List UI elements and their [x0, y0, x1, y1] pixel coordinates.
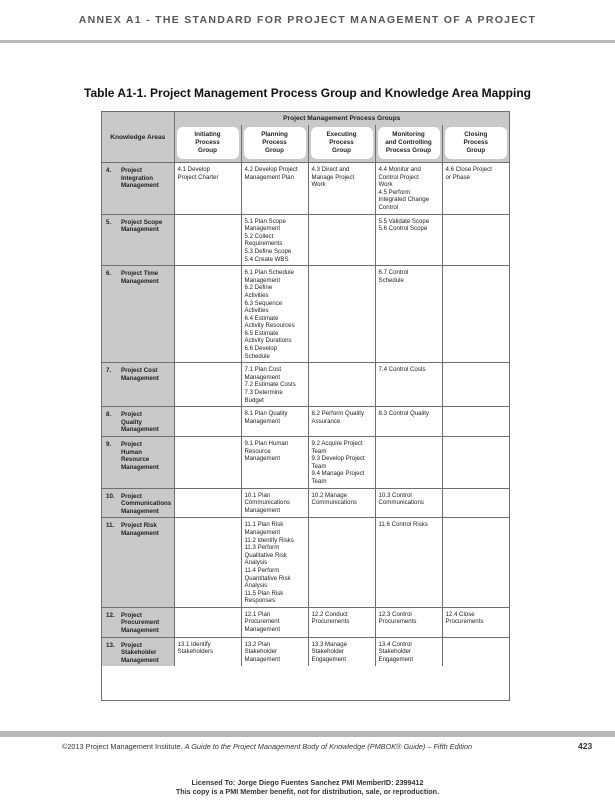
knowledge-area-name: Project Integration Management — [121, 167, 159, 190]
process-cell — [241, 266, 308, 363]
knowledge-area-name: Project Risk Management — [121, 522, 159, 537]
process-cell — [375, 607, 442, 637]
process-text: Communications — [244, 499, 290, 507]
process-text: Work — [378, 181, 393, 189]
process-text: Budget — [244, 396, 264, 404]
process-cell — [174, 488, 241, 518]
process-cell — [375, 437, 442, 489]
process-cell — [442, 488, 509, 518]
knowledge-area-cell — [102, 637, 174, 666]
process-text: Engagement — [378, 655, 414, 663]
process-text: Procurements — [311, 618, 350, 626]
process-cell — [442, 607, 509, 637]
process-text: 9.2 Acquire Project — [311, 440, 363, 447]
header-rule — [0, 40, 615, 43]
process-cell — [442, 163, 509, 215]
process-text: Management — [244, 655, 281, 663]
knowledge-area-cell — [102, 407, 174, 437]
process-text: 6.6 Develop — [244, 345, 278, 353]
knowledge-area-name: Project Stakeholder Management — [121, 641, 159, 664]
process-text: Activities — [244, 307, 269, 315]
process-text: Resource — [244, 447, 271, 455]
process-text: Project Charter — [177, 173, 219, 181]
mapping-table — [101, 111, 510, 701]
process-cell — [241, 437, 308, 489]
process-text: 13.3 Manage — [311, 640, 348, 648]
knowledge-areas-header: Knowledge Areas — [102, 112, 174, 163]
knowledge-area-number: 8. — [106, 411, 112, 419]
process-text: Quantitative Risk — [244, 574, 291, 582]
process-text: Activities — [244, 291, 269, 299]
process-cell — [241, 363, 308, 407]
process-text: Management — [244, 225, 281, 233]
process-text: 11.2 Identify Risks — [244, 536, 294, 544]
process-text: 7.2 Estimate Costs — [244, 381, 296, 389]
knowledge-area-number: 6. — [106, 270, 112, 278]
knowledge-area-number: 7. — [106, 367, 112, 375]
knowledge-area-number: 9. — [106, 441, 112, 448]
process-text: 8.1 Plan Quality — [244, 410, 288, 418]
process-text: Management — [244, 506, 281, 514]
process-cell — [442, 437, 509, 489]
process-text: 5.1 Plan Scope — [244, 217, 286, 225]
process-text: Control — [378, 203, 399, 211]
knowledge-area-name: Project Communications Management — [121, 492, 172, 515]
process-text: Control Project — [378, 173, 419, 181]
process-text: 4.1 Develop — [177, 166, 211, 173]
process-cell — [308, 518, 375, 608]
process-text: Team — [311, 477, 327, 485]
process-text: Activity Durations — [244, 337, 292, 345]
process-cell — [375, 407, 442, 437]
process-text: 13.2 Plan — [244, 640, 271, 648]
process-text: Assurance — [311, 417, 341, 425]
process-text: 13.4 Control — [378, 640, 412, 648]
process-text: Management — [244, 455, 281, 463]
process-text: 11.6 Control Risks — [378, 521, 428, 529]
process-cell — [442, 214, 509, 266]
knowledge-area-cell — [102, 266, 174, 363]
process-cell — [308, 637, 375, 666]
process-text: Team — [311, 447, 327, 455]
process-text: 4.2 Develop Project — [244, 166, 298, 173]
process-cell — [241, 637, 308, 666]
process-text: 8.2 Perform Quality — [311, 410, 364, 418]
process-cell — [174, 214, 241, 266]
process-text: 6.4 Estimate — [244, 314, 279, 322]
process-cell — [375, 637, 442, 666]
process-text: 5.2 Collect — [244, 232, 274, 240]
process-text: 7.1 Plan Cost — [244, 366, 282, 374]
process-group-header-cell — [442, 125, 509, 163]
table-row — [102, 518, 509, 608]
process-text: 9.1 Plan Human — [244, 440, 289, 447]
process-text: Schedule — [378, 276, 404, 284]
process-text: 6.7 Control — [378, 269, 409, 277]
process-text: Procurements — [445, 618, 484, 626]
process-text: 6.1 Plan Schedule — [244, 269, 294, 277]
process-group-label: Monitoring and Controlling Process Group — [378, 127, 440, 159]
process-text: Management — [244, 276, 281, 284]
knowledge-area-number: 5. — [106, 218, 112, 226]
knowledge-area-number: 11. — [106, 522, 115, 530]
process-text: Analysis — [244, 559, 268, 567]
process-cell — [308, 163, 375, 215]
process-group-header-cell — [174, 125, 241, 163]
process-text: 9.3 Develop Project — [311, 455, 365, 463]
knowledge-area-cell — [102, 437, 174, 489]
knowledge-area-number: 10. — [106, 492, 115, 500]
process-text: 13.1 Identify — [177, 640, 211, 648]
process-text: Stakeholders — [177, 648, 214, 656]
process-text: 5.6 Control Scope — [378, 225, 428, 233]
process-text: Procurement — [244, 618, 280, 626]
process-cell — [375, 518, 442, 608]
page-number: 423 — [578, 741, 593, 751]
process-text: 7.4 Control Costs — [378, 366, 426, 374]
process-text: 5.5 Validate Scope — [378, 217, 430, 225]
table-row — [102, 488, 509, 518]
process-text: 12.1 Plan — [244, 610, 271, 618]
process-text: 4.6 Close Project — [445, 166, 492, 173]
process-group-label: Closing Process Group — [445, 127, 508, 159]
process-text: 4.4 Monitor and — [378, 166, 421, 173]
process-text: 11.1 Plan Risk — [244, 521, 284, 529]
process-text: Communications — [311, 499, 357, 507]
table-title: Table A1-1. Project Management Process Group and Knowledge Area Mapping — [84, 86, 531, 100]
footer-citation — [62, 742, 472, 751]
process-text: 12.2 Conduct — [311, 610, 348, 618]
process-cell — [375, 214, 442, 266]
process-text: Analysis — [244, 582, 268, 590]
process-cell — [241, 163, 308, 215]
process-text: Procurements — [378, 618, 417, 626]
process-cell — [442, 407, 509, 437]
process-text: 10.1 Plan — [244, 491, 271, 499]
process-text: Management — [244, 626, 281, 634]
process-cell — [308, 363, 375, 407]
process-text: Engagement — [311, 655, 347, 663]
knowledge-area-name: Project Cost Management — [121, 367, 159, 382]
license-line-1: Licensed To: Jorge Diego Fuentes Sanchez PMI MemberID: 2399412 — [191, 778, 424, 787]
process-cell — [174, 518, 241, 608]
process-text: Integrated Change — [378, 196, 429, 204]
knowledge-area-name: Project Time Management — [121, 270, 159, 285]
process-text: Management — [244, 528, 281, 536]
process-cell — [174, 163, 241, 215]
process-cell — [442, 637, 509, 666]
process-text: 4.3 Direct and — [311, 166, 350, 173]
table-row — [102, 266, 509, 363]
process-group-label: Planning Process Group — [244, 127, 306, 159]
process-cell — [174, 607, 241, 637]
process-cell — [442, 363, 509, 407]
process-text: Requirements — [244, 240, 283, 248]
process-text: 6.3 Sequence — [244, 299, 283, 307]
process-cell — [308, 488, 375, 518]
process-cell — [375, 363, 442, 407]
process-text: Activity Resources — [244, 322, 295, 330]
process-text: 4.5 Perform — [378, 188, 411, 196]
process-cell — [174, 266, 241, 363]
process-text: Management — [244, 373, 281, 381]
table-row — [102, 607, 509, 637]
knowledge-area-cell — [102, 607, 174, 637]
running-header: ANNEX A1 - THE STANDARD FOR PROJECT MANAGEMENT OF A PROJECT — [78, 14, 537, 26]
process-cell — [375, 163, 442, 215]
process-cell — [241, 518, 308, 608]
table-row — [102, 437, 509, 489]
process-text: Communications — [378, 499, 424, 507]
knowledge-area-name: Project Procurement Management — [121, 611, 160, 635]
process-text: 5.4 Create WBS — [244, 255, 289, 263]
process-cell — [308, 407, 375, 437]
process-text: 9.4 Manage Project — [311, 470, 365, 478]
process-cell — [174, 363, 241, 407]
knowledge-area-name: Project Quality Management — [121, 411, 159, 434]
process-text: Stakeholder — [244, 648, 278, 656]
copyright-text: ©2013 Project Management Institute. — [62, 742, 185, 751]
process-groups-header: Project Management Process Groups — [174, 112, 509, 125]
process-cell — [174, 437, 241, 489]
process-text: Management — [244, 417, 281, 425]
process-text: Stakeholder — [311, 648, 345, 656]
process-cell — [442, 518, 509, 608]
process-text: 7.3 Determine — [244, 389, 283, 397]
book-title: A Guide to the Project Management Body of Knowledge (PMBOK® Guide) – Fifth Edition — [184, 742, 473, 751]
process-text: Management Plan — [244, 173, 294, 181]
table-row — [102, 637, 509, 666]
process-text: Qualitative Risk — [244, 551, 287, 559]
knowledge-area-cell — [102, 488, 174, 518]
process-text: 11.3 Perform — [244, 544, 280, 552]
process-cell — [174, 407, 241, 437]
license-line-2: This copy is a PMI Member benefit, not for distribution, sale, or reproduction. — [175, 786, 440, 796]
knowledge-area-name: Project Scope Management — [121, 218, 163, 234]
process-group-header-cell — [375, 125, 442, 163]
knowledge-area-number: 12. — [106, 611, 115, 619]
process-group-label: Initiating Process Group — [177, 127, 239, 159]
process-text: 10.3 Control — [378, 491, 412, 499]
knowledge-area-cell — [102, 214, 174, 266]
footer-rule — [0, 731, 615, 737]
table-row — [102, 214, 509, 266]
knowledge-area-number: 4. — [106, 167, 112, 174]
license-notice — [0, 779, 615, 796]
process-cell — [174, 637, 241, 666]
process-cell — [308, 266, 375, 363]
knowledge-area-number: 13. — [106, 641, 115, 649]
process-text: 11.5 Plan Risk — [244, 589, 284, 597]
table-row — [102, 363, 509, 407]
process-text: Manage Project — [311, 173, 355, 181]
process-text: 6.2 Define — [244, 284, 273, 292]
process-cell — [241, 214, 308, 266]
process-group-header-cell — [308, 125, 375, 163]
process-text: 8.3 Control Quality — [378, 410, 429, 418]
process-cell — [375, 488, 442, 518]
process-cell — [308, 437, 375, 489]
table-row — [102, 163, 509, 215]
knowledge-area-cell — [102, 363, 174, 407]
process-text: 12.4 Close — [445, 610, 475, 618]
process-cell — [375, 266, 442, 363]
process-text: Work — [311, 181, 326, 189]
process-text: or Phase — [445, 173, 470, 181]
process-cell — [442, 266, 509, 363]
table-row — [102, 407, 509, 437]
knowledge-area-cell — [102, 163, 174, 215]
process-text: 11.4 Perform — [244, 566, 280, 574]
process-text: 5.3 Define Scope — [244, 247, 292, 255]
process-text: 12.3 Control — [378, 610, 412, 618]
knowledge-area-name: Project Human Resource Management — [121, 441, 159, 471]
process-text: Responses — [244, 597, 275, 605]
process-group-label: Executing Process Group — [311, 127, 373, 159]
process-text: 6.5 Estimate — [244, 329, 279, 337]
process-cell — [308, 214, 375, 266]
process-cell — [241, 607, 308, 637]
process-cell — [241, 407, 308, 437]
process-text: Stakeholder — [378, 648, 412, 656]
process-cell — [308, 607, 375, 637]
process-text: Schedule — [244, 352, 270, 360]
process-text: Team — [311, 462, 327, 470]
process-text: 10.2 Manage — [311, 491, 348, 499]
knowledge-area-cell — [102, 518, 174, 608]
process-cell — [241, 488, 308, 518]
process-group-header-cell — [241, 125, 308, 163]
